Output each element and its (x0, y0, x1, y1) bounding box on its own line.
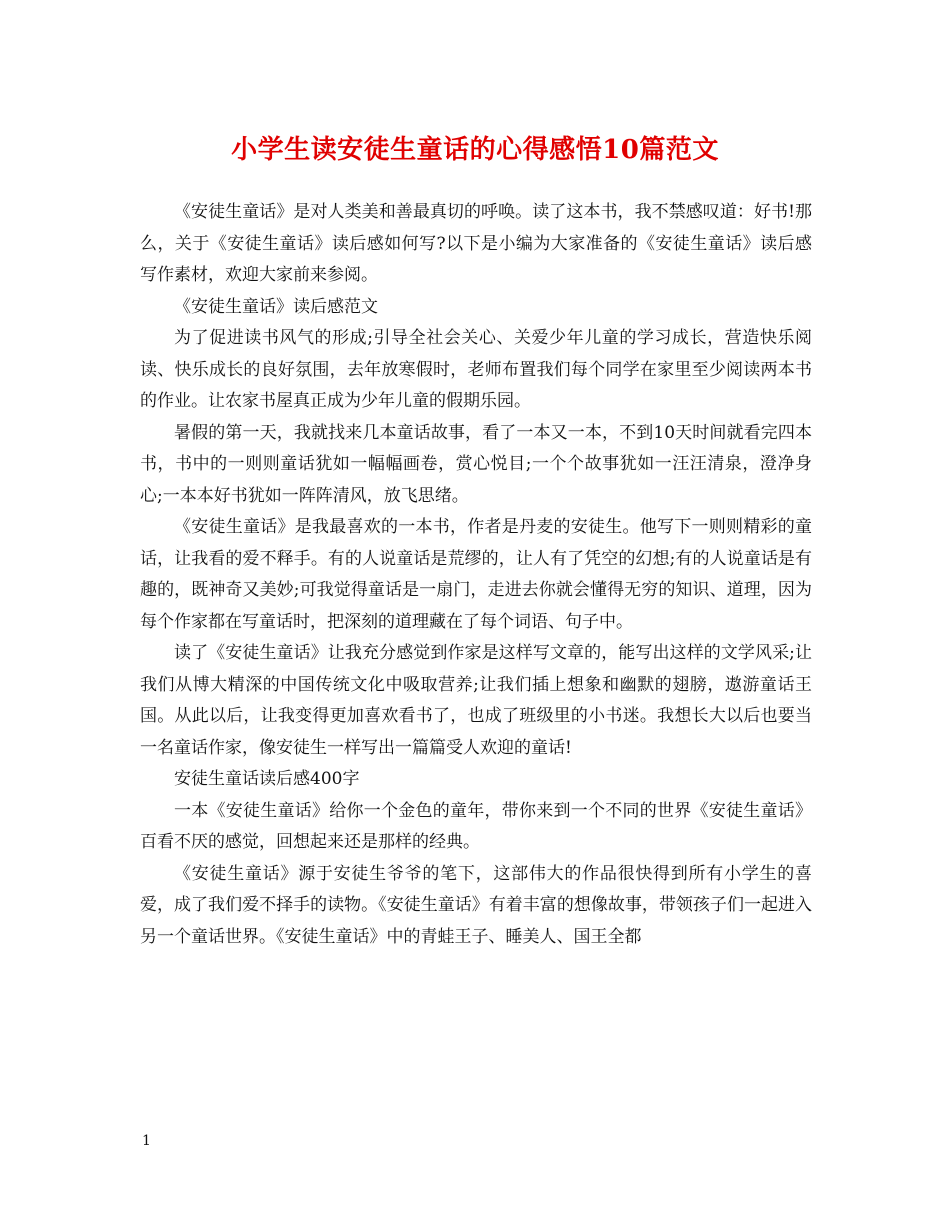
paragraph-intro: 《安徒生童话》是对人类美和善最真切的呼唤。读了这本书，我不禁感叹道：好书!那么，关于《安徒生童话》读后感如何写?以下是小编为大家准备的《安徒生童话》读后感写作素材，欢迎大家前来参阅。 (140, 202, 812, 285)
paragraph: 读了《安徒生童话》让我充分感觉到作家是这样写文章的，能写出这样的文学风采;让我们从博大精深的中国传统文化中吸取营养;让我们插上想象和幽默的翅膀，遨游童话王国。从此以后，让我变得更加喜欢看书了，也成了班级里的小书迷。我想长大以后也要当一名童话作家，像安徒生一样写出一篇篇受人欢迎的童话! (140, 643, 812, 758)
paragraph: 《安徒生童话》是我最喜欢的一本书，作者是丹麦的安徒生。他写下一则则精彩的童话，让我看的爱不释手。有的人说童话是荒缪的，让人有了凭空的幻想;有的人说童话是有趣的，既神奇又美妙;可我觉得童话是一扇门，走进去你就会懂得无穷的知识、道理，因为每个作家都在写童话时，把深刻的道理藏在了每个词语、句子中。 (140, 517, 812, 632)
paragraph: 《安徒生童话》源于安徒生爷爷的笔下，这部伟大的作品很快得到所有小学生的喜爱，成了我们爱不择手的读物。《安徒生童话》有着丰富的想像故事，带领孩子们一起进入另一个童话世界。《安徒生童话》中的青蛙王子、睡美人、国王全都 (140, 863, 812, 947)
section-heading: 《安徒生童话》读后感范文 (174, 296, 378, 317)
page-title: 小学生读安徒生童话的心得感悟10篇范文 (231, 135, 719, 165)
paragraph: 一本《安徒生童话》给你一个金色的童年，带你来到一个不同的世界《安徒生童话》百看不厌的感觉，回想起来还是那样的经典。 (140, 800, 812, 852)
document-body (140, 197, 812, 953)
page-number: 1 (142, 1133, 151, 1149)
paragraph: 为了促进读书风气的形成;引导全社会关心、关爱少年儿童的学习成长，营造快乐阅读、快乐成长的良好氛围，去年放寒假时，老师布置我们每个同学在家里至少阅读两本书的作业。让农家书屋真正成为少年儿童的假期乐园。 (140, 328, 812, 411)
paragraph: 暑假的第一天，我就找来几本童话故事，看了一本又一本，不到10天时间就看完四本书，书中的一则则童话犹如一幅幅画卷，赏心悦目;一个个故事犹如一汪汪清泉，澄净身心;一本本好书犹如一阵阵清风，放飞思绪。 (140, 422, 812, 506)
section-heading: 安徒生童话读后感400字 (174, 769, 360, 789)
